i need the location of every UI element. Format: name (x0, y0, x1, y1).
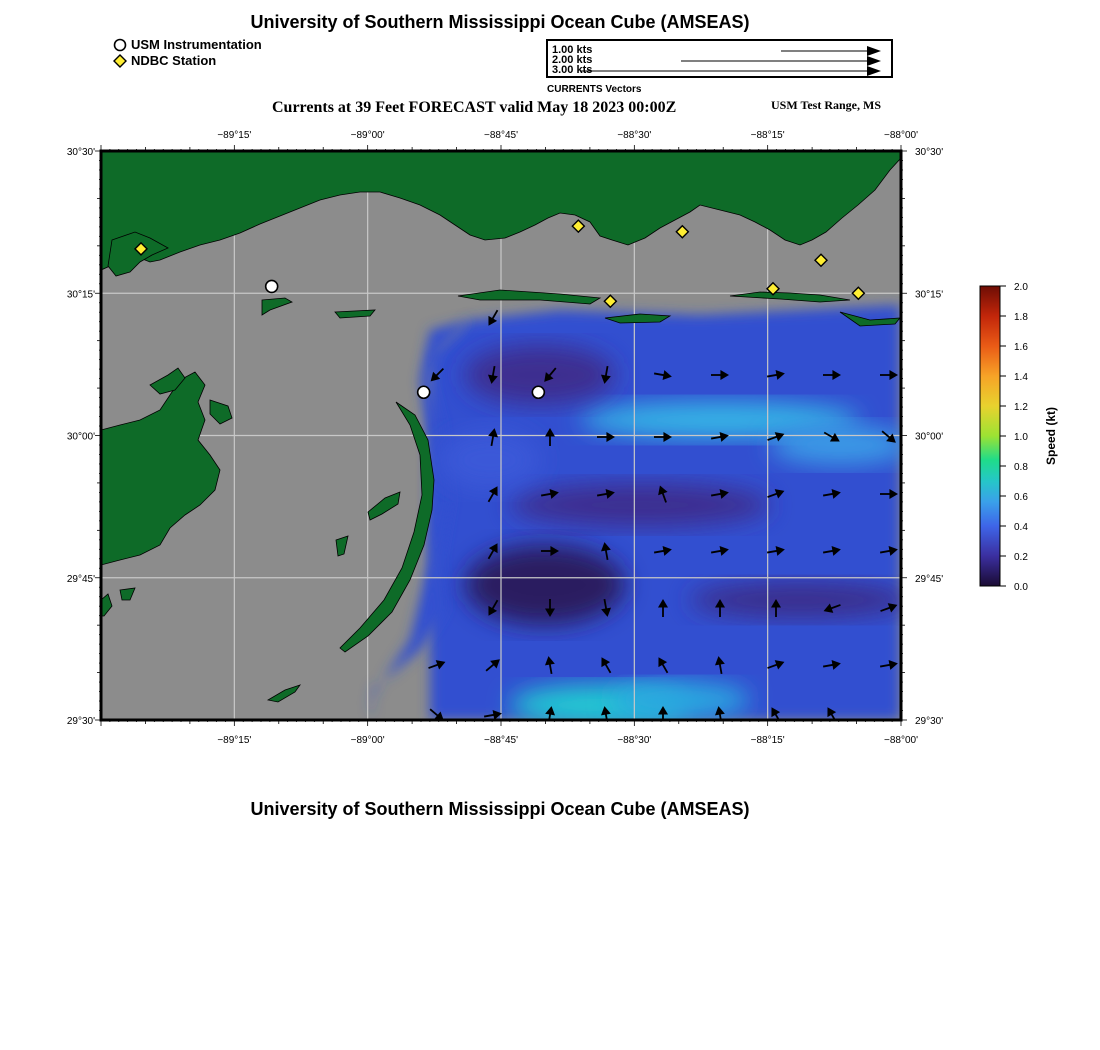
colorbar-tick-label: 0.4 (1014, 522, 1028, 533)
lat-label-right: 29°30' (915, 716, 944, 727)
lon-label-top: −89°15' (217, 130, 252, 141)
lon-label-bottom: −88°00' (884, 735, 918, 746)
region-label: USM Test Range, MS (771, 98, 882, 112)
lat-label-left: 29°30' (66, 716, 95, 727)
lon-label-bottom: −89°15' (217, 735, 252, 746)
map-subtitle: Currents at 39 Feet FORECAST valid May 18 2023 00:00Z (272, 99, 677, 116)
lon-label-top: −88°15' (750, 130, 785, 141)
colorbar-ticks (1000, 282, 1028, 593)
lon-label-bottom: −89°00' (350, 735, 385, 746)
lon-label-top: −88°30' (617, 130, 652, 141)
vector-label-1: 1.00 kts (552, 44, 593, 56)
lat-label-left: 30°30' (66, 147, 95, 158)
lat-label-left: 29°45' (66, 573, 95, 585)
colorbar-title: Speed (kt) (1044, 406, 1058, 466)
lat-label-right: 29°45' (915, 573, 944, 585)
lat-label-right: 30°15' (915, 289, 944, 301)
footer-title: University of Southern Mississippi Ocean Cube (AMSEAS) (250, 799, 750, 819)
colorbar-tick-label: 0.6 (1014, 492, 1028, 503)
map-title: University of Southern Mississippi Ocean Cube (AMSEAS) (250, 12, 750, 32)
lon-label-top: −89°00' (350, 130, 385, 141)
colorbar-tick-label: 1.0 (1014, 432, 1028, 443)
lon-label-top: −88°00' (884, 130, 918, 141)
lon-label-bottom: −88°30' (617, 735, 652, 746)
lat-label-left: 30°15' (66, 289, 95, 301)
lon-label-bottom: −88°45' (484, 735, 518, 746)
usm-station-marker (266, 280, 278, 292)
current-speed-field (370, 305, 910, 725)
colorbar-tick-label: 1.2 (1014, 402, 1028, 413)
lon-label-top: −88°45' (484, 130, 518, 141)
colorbar-tick-label: 0.8 (1014, 462, 1028, 473)
vectors-caption: CURRENTS Vectors (547, 84, 642, 95)
colorbar-tick-label: 0.0 (1014, 582, 1028, 593)
usm-station-marker (532, 386, 544, 398)
vector-label-3: 3.00 kts (552, 64, 593, 76)
lat-label-right: 30°30' (915, 147, 944, 158)
colorbar-tick-label: 1.6 (1014, 342, 1028, 353)
colorbar-gradient (980, 286, 1000, 586)
vector-label-2: 2.00 kts (552, 54, 593, 66)
legend-ndbc-label: NDBC Station (131, 53, 217, 68)
colorbar-tick-label: 1.8 (1014, 312, 1028, 323)
usm-station-marker (418, 386, 430, 398)
colorbar-tick-label: 1.4 (1014, 372, 1028, 383)
map-plot-area (101, 151, 910, 725)
speed-colorbar (980, 282, 1058, 593)
lat-label-left: 30°00' (66, 431, 95, 443)
colorbar-tick-label: 0.2 (1014, 552, 1028, 563)
lon-label-bottom: −88°15' (750, 735, 785, 746)
lat-label-right: 30°00' (915, 431, 944, 443)
legend-usm-label: USM Instrumentation (131, 37, 262, 52)
colorbar-tick-label: 2.0 (1014, 282, 1028, 293)
